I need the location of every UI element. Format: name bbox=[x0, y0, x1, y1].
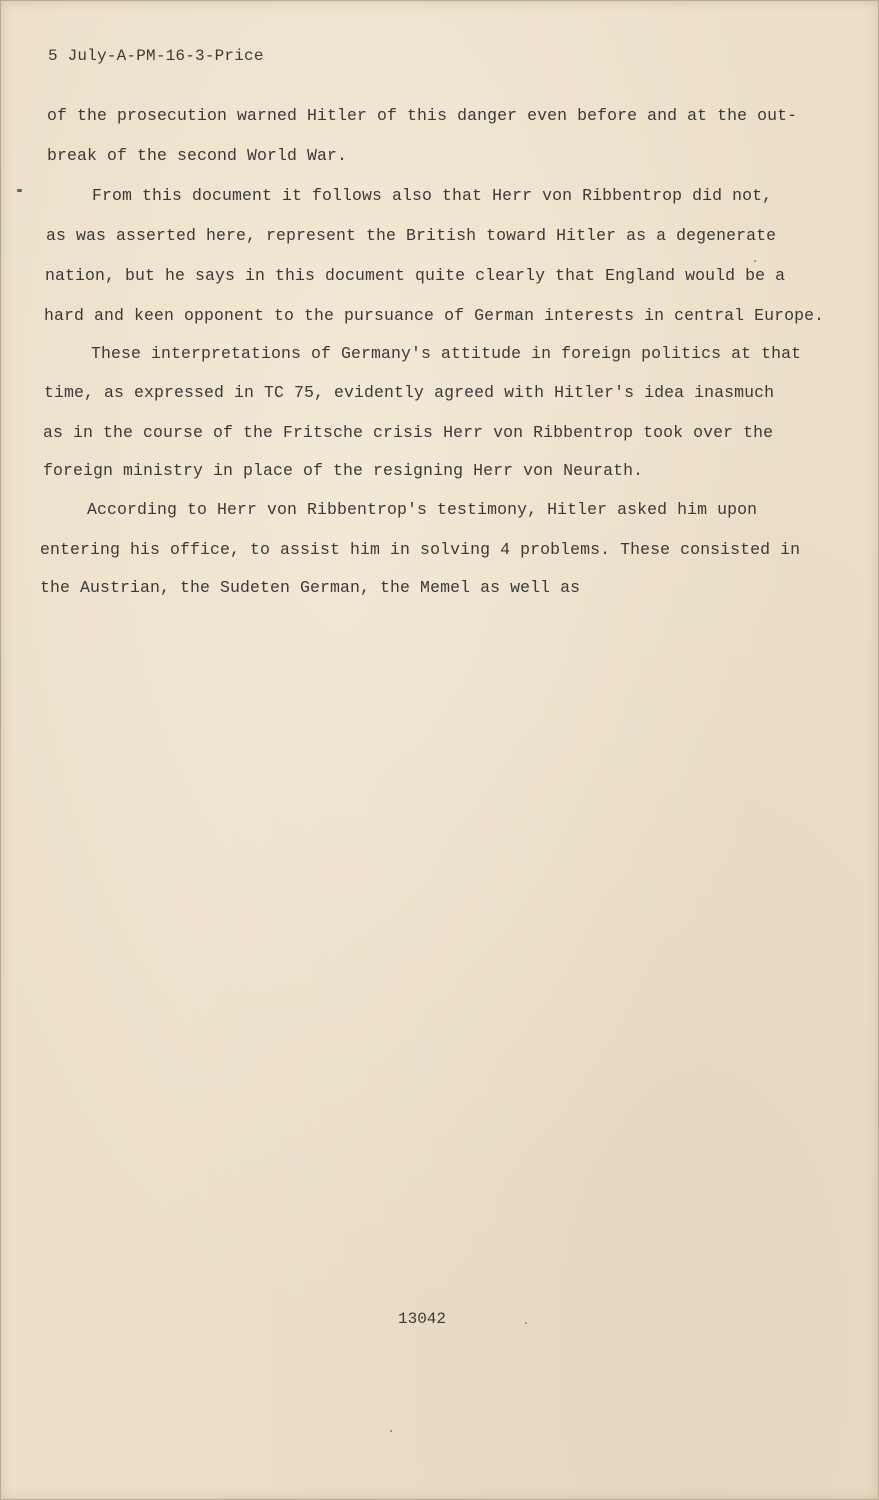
text-line: These interpretations of Germany's attitude in foreign politics at that bbox=[91, 344, 802, 363]
text-line: break of the second World War. bbox=[47, 146, 348, 165]
text-line: According to Herr von Ribbentrop's testimony, Hitler asked him upon bbox=[87, 500, 758, 519]
page-header: 5 July-A-PM-16-3-Price bbox=[48, 47, 264, 65]
text-line: From this document it follows also that Herr von Ribbentrop did not, bbox=[92, 186, 773, 205]
margin-mark bbox=[17, 189, 22, 192]
text-line: hard and keen opponent to the pursuance of German interests in central Europe. bbox=[44, 306, 825, 325]
text-line: foreign ministry in place of the resigning Herr von Neurath. bbox=[43, 461, 644, 480]
text-line: as in the course of the Fritsche crisis Herr von Ribbentrop took over the bbox=[43, 423, 774, 442]
paper-speck bbox=[754, 260, 756, 262]
text-line: of the prosecution warned Hitler of this danger even before and at the out- bbox=[47, 106, 798, 125]
paper-speck bbox=[390, 1430, 392, 1432]
text-line: the Austrian, the Sudeten German, the Memel as well as bbox=[40, 578, 581, 597]
text-line: time, as expressed in TC 75, evidently agreed with Hitler's idea inasmuch bbox=[44, 383, 775, 402]
text-line: entering his office, to assist him in solving 4 problems. These consisted in bbox=[40, 540, 801, 559]
text-line: as was asserted here, represent the British toward Hitler as a degenerate bbox=[46, 226, 777, 245]
page-number: 13042 bbox=[398, 1310, 447, 1328]
paper-speck bbox=[525, 1322, 527, 1324]
text-line: nation, but he says in this document quite clearly that England would be a bbox=[45, 266, 786, 285]
